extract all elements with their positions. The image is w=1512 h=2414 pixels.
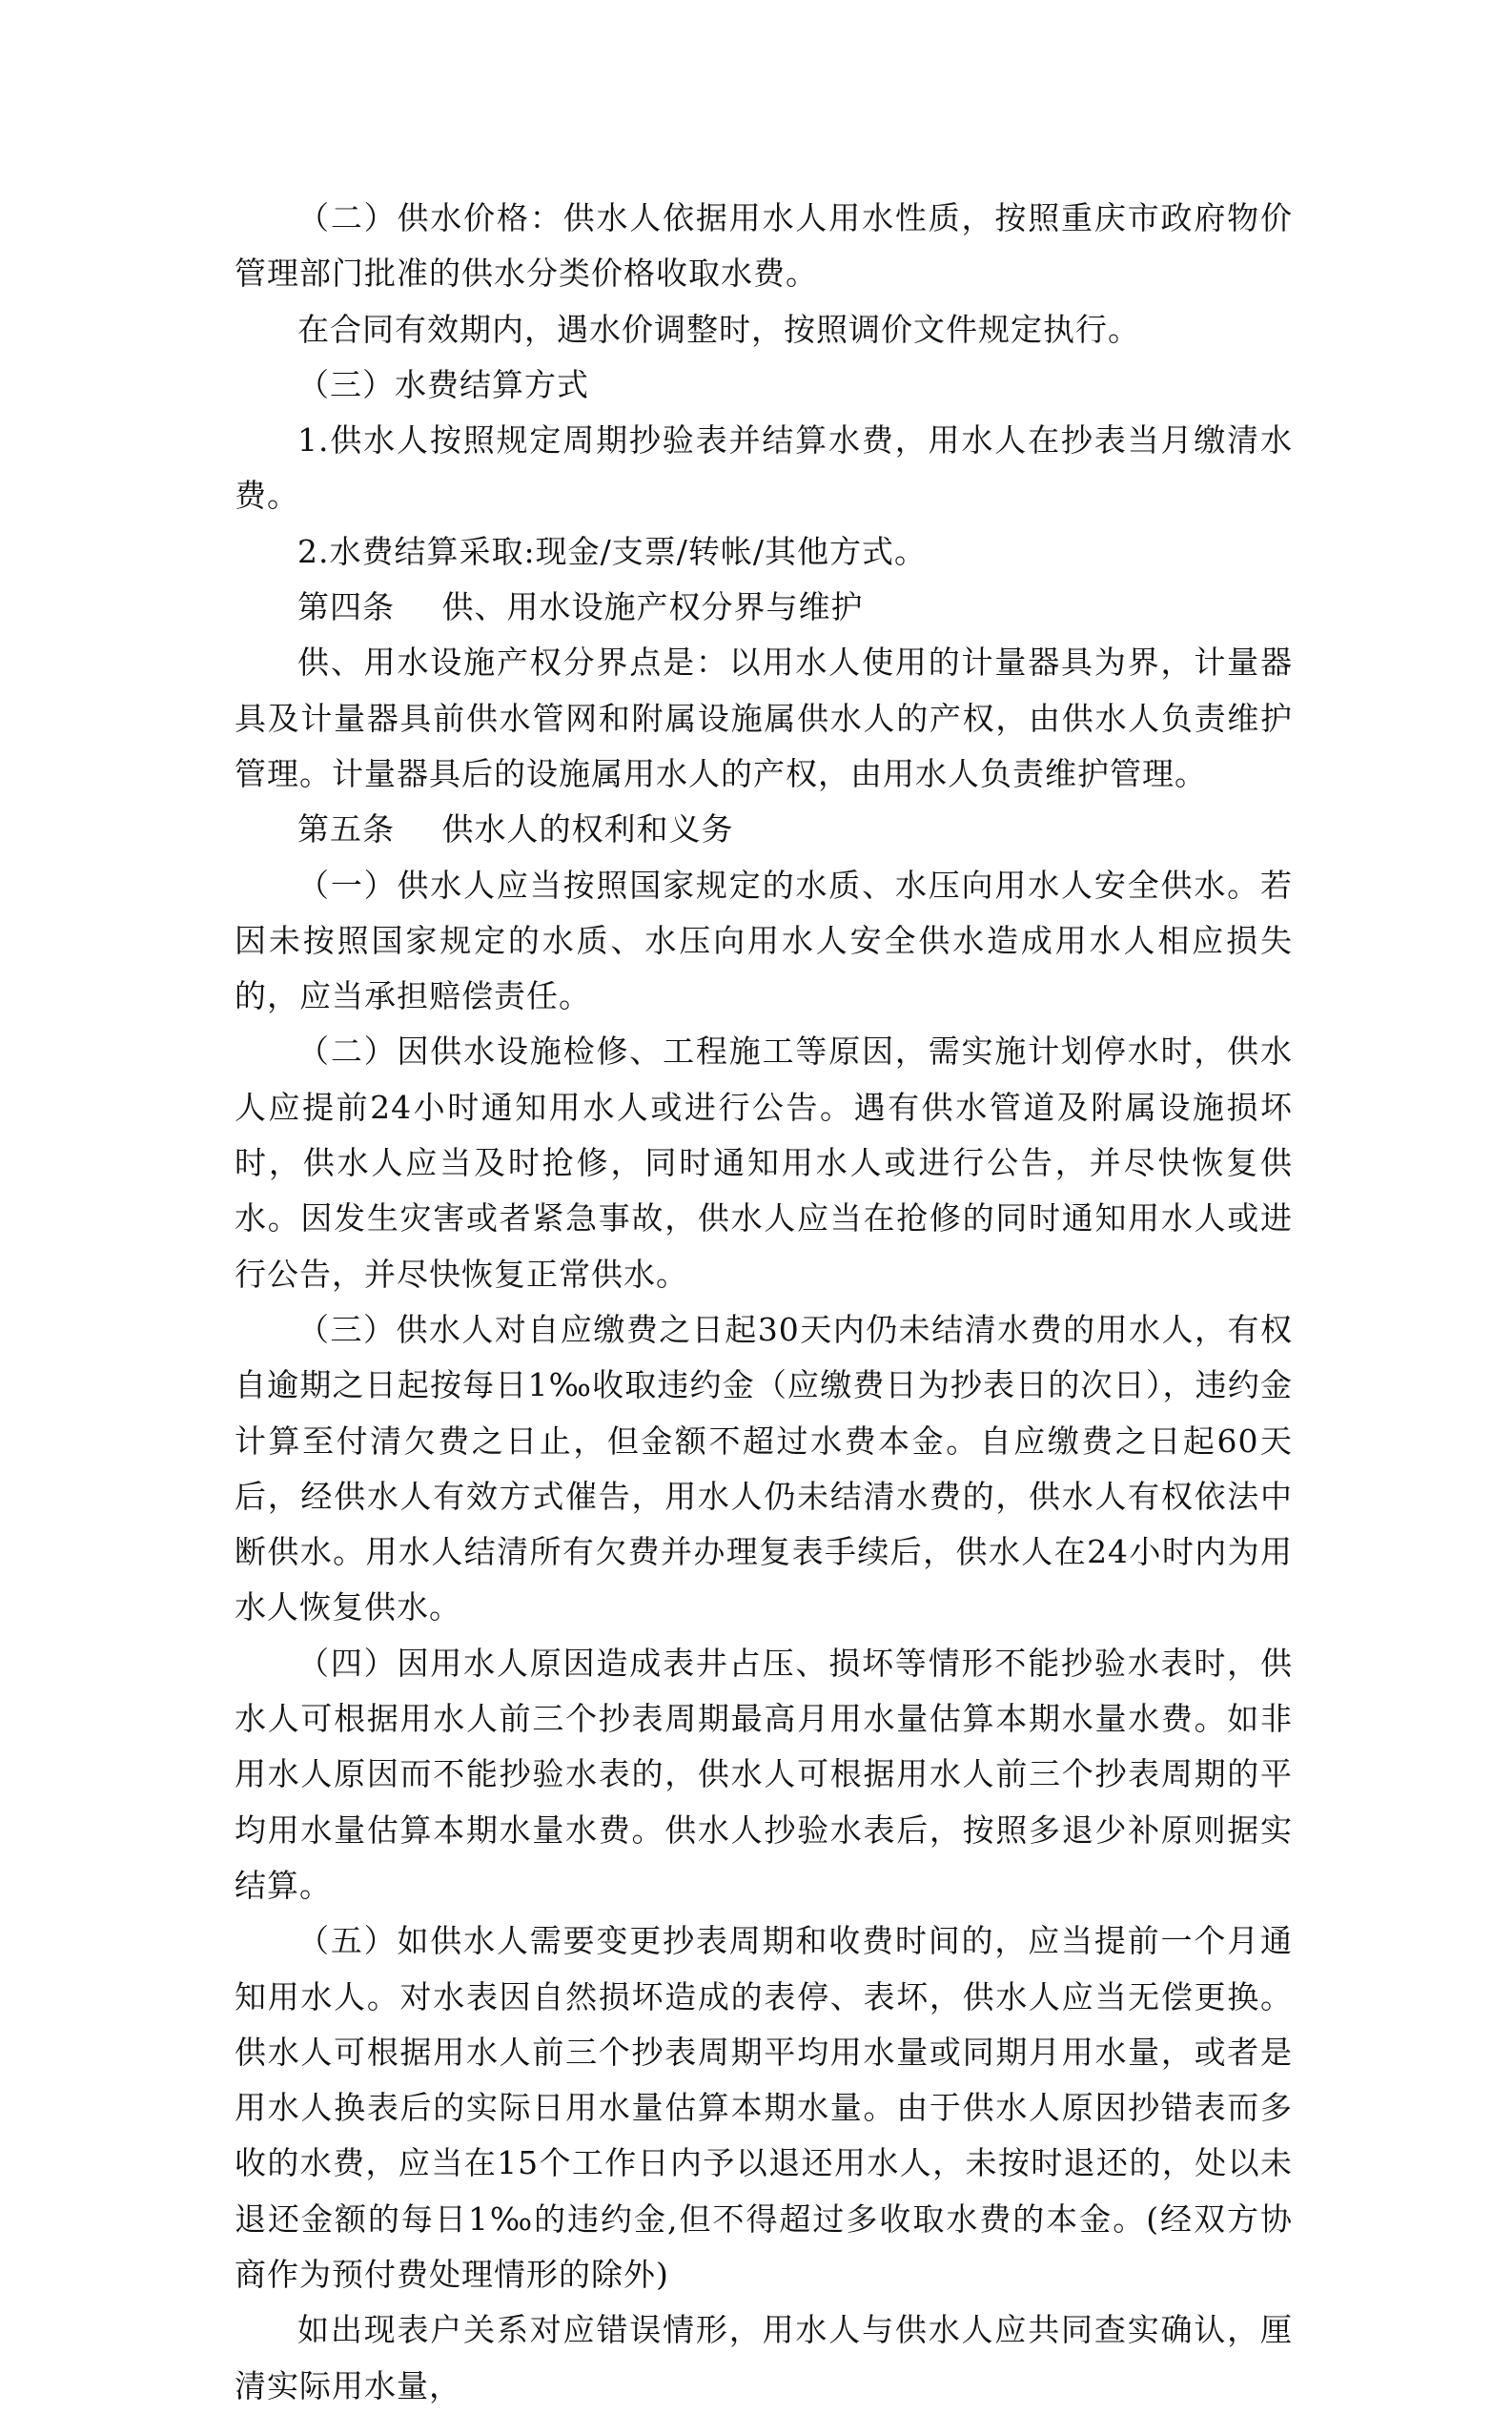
paragraph-supplier-duty-2: （二）因供水设施检修、工程施工等原因，需实施计划停水时，供水人应提前24小时通知用水人或进行公告。遇有供水管道及附属设施损坏时，供水人应当及时抢修，同时通知用水人或进行公告，并尽快恢复供水。因发生灾害或者紧急事故，供水人应当在抢修的同时通知用水人或进行公告，并尽快恢复正常供水。 [235, 1033, 1293, 1293]
article-4-number: 第四条 [297, 588, 395, 626]
paragraph-supplier-duty-3: （三）供水人对自应缴费之日起30天内仍未结清水费的用水人，有权自逾期之日起按每日1‰收取违约金（应缴费日为抄表日的次日），违约金计算至付清欠费之日止，但金额不超过水费本金。自应缴费之日起60天后，经供水人有效方式催告，用水人仍未结清水费的，供水人有权依法中断供水。用水人结清所有欠费并办理复表手续后，供水人在24小时内为用水人恢复供水。 [235, 1310, 1293, 1626]
article-4-title: 供、用水设施产权分界与维护 [441, 588, 864, 626]
paragraph-supplier-duty-1: （一）供水人应当按照国家规定的水质、水压向用水人安全供水。若因未按照国家规定的水质、水压向用水人安全供水造成用水人相应损失的，应当承担赔偿责任。 [235, 866, 1293, 1015]
paragraph-settlement-item-1: 1.供水人按照规定周期抄验表并结算水费，用水人在抄表当月缴清水费。 [235, 421, 1293, 515]
paragraph-meter-mismatch: 如出现表户关系对应错误情形，用水人与供水人应共同查实确认，厘清实际用水量， [235, 2311, 1293, 2404]
document-body [235, 191, 1293, 2414]
paragraph-supplier-duty-4: （四）因用水人原因造成表井占压、损坏等情形不能抄验水表时，供水人可根据用水人前三个抄表周期最高月用水量估算本期水量水费。如非用水人原因而不能抄验水表的，供水人可根据用水人前三个抄表周期的平均用水量估算本期水量水费。供水人抄验水表后，按照多退少补原则据实结算。 [235, 1644, 1293, 1904]
article-4-heading [235, 580, 1293, 635]
paragraph-water-price: （二）供水价格：供水人依据用水人用水性质，按照重庆市政府物价管理部门批准的供水分类价格收取水费。 [235, 199, 1293, 293]
paragraph-supplier-duty-5: （五）如供水人需要变更抄表周期和收费时间的，应当提前一个月通知用水人。对水表因自然损坏造成的表停、表坏，供水人应当无偿更换。供水人可根据用水人前三个抄表周期平均用水量或同期月用水量，或者是用水人换表后的实际日用水量估算本期水量。由于供水人原因抄错表而多收的水费，应当在15个工作日内予以退还用水人，未按时退还的，处以未退还金额的每日1‰的违约金,但不得超过多收取水费的本金。(经双方协商作为预付费处理情形的除外) [235, 1922, 1293, 2293]
paragraph-property-boundary: 供、用水设施产权分界点是：以用水人使用的计量器具为界，计量器具及计量器具前供水管网和附属设施属供水人的产权，由供水人负责维护管理。计量器具后的设施属用水人的产权，由用水人负责维护管理。 [235, 644, 1293, 792]
article-5-title: 供水人的权利和义务 [441, 810, 734, 849]
article-5-heading [235, 802, 1293, 857]
paragraph-price-adjustment: 在合同有效期内，遇水价调整时，按照调价文件规定执行。 [297, 310, 1140, 348]
paragraph-settlement-heading: （三）水费结算方式 [297, 365, 589, 403]
paragraph-settlement-item-2: 2.水费结算采取:现金/支票/转帐/其他方式。 [297, 532, 927, 570]
article-5-number: 第五条 [297, 810, 395, 849]
